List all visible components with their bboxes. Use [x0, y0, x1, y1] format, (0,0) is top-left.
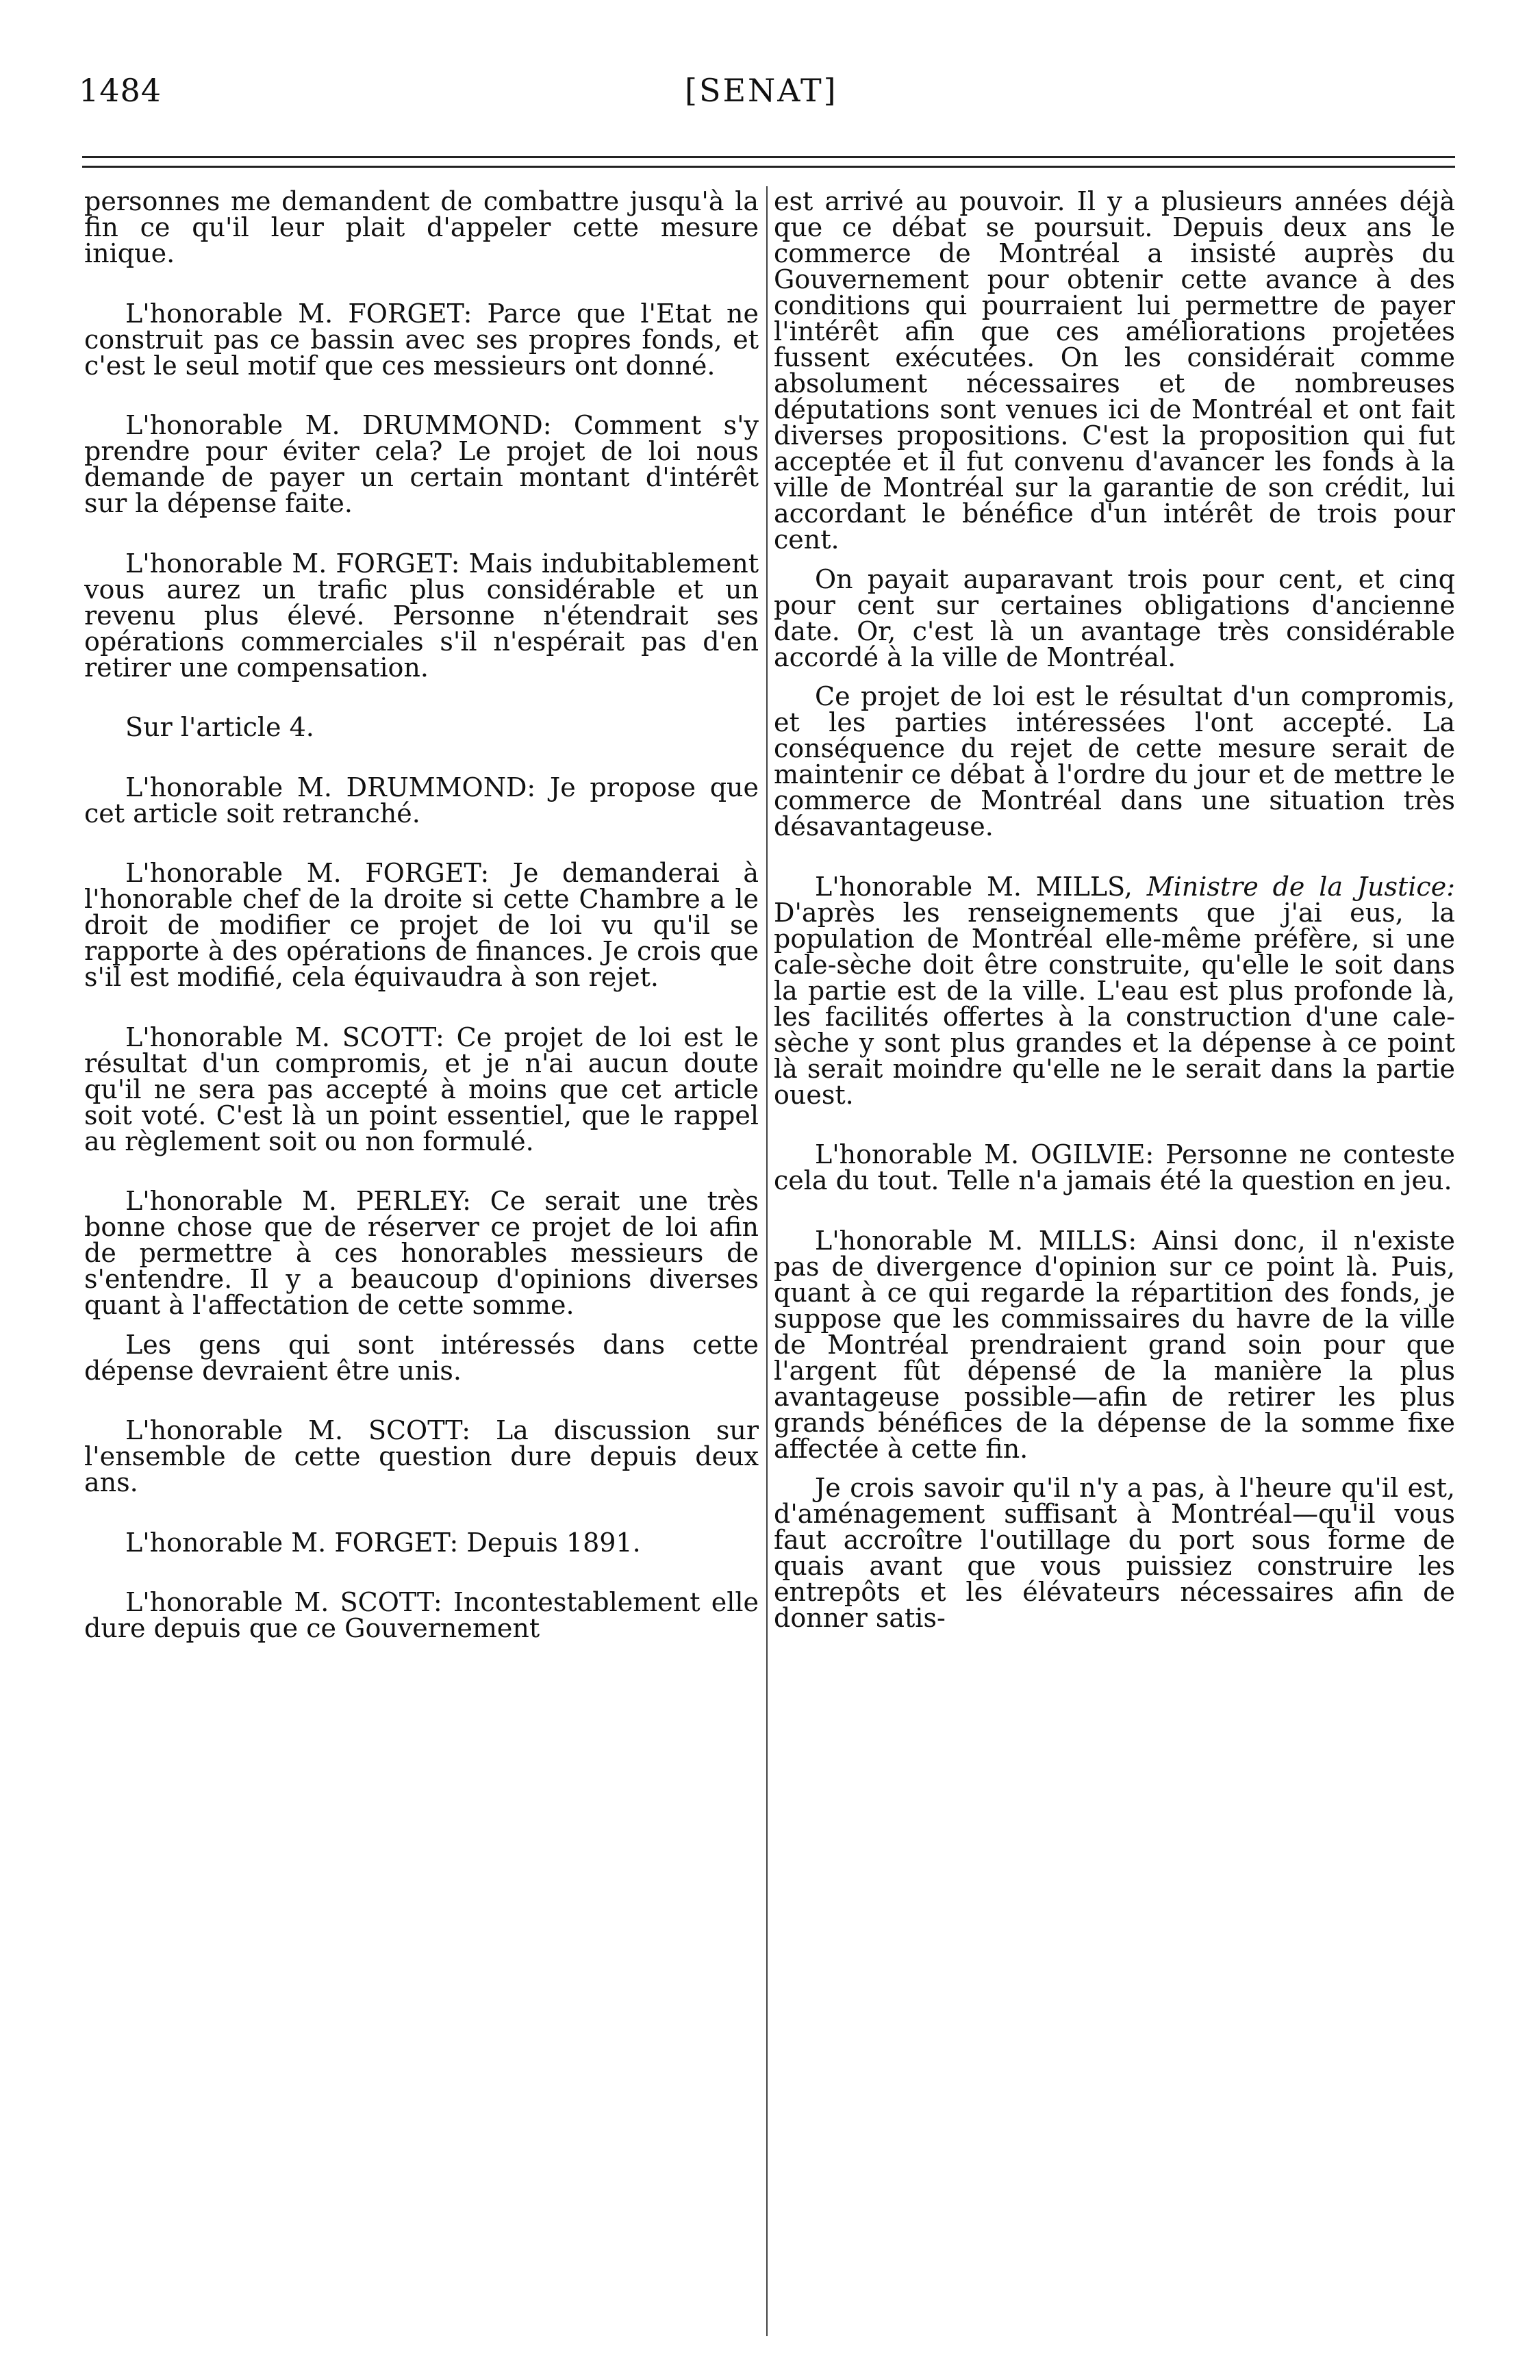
page-header	[79, 72, 1455, 120]
paragraph: Les gens qui sont intéressés dans cette dépense devraient être unis.	[84, 1329, 759, 1386]
column-divider	[766, 186, 768, 2336]
spacer	[774, 1207, 1455, 1228]
running-head: [SENAT]	[685, 72, 838, 109]
paragraph: L'honorable M. FORGET: Depuis 1891.	[125, 1527, 641, 1558]
spacer	[84, 392, 759, 412]
spacer	[84, 694, 759, 714]
left-column	[84, 188, 759, 2338]
speaker-name: L'honorable M. MILLS,	[815, 871, 1133, 902]
paragraph: L'honorable M. FORGET: Parce que l'Etat ne construit pas ce bassin avec ses propres fonds, et c'est le seul motif que ces messieurs ont donné.	[84, 298, 759, 381]
paragraph: L'honorable M. FORGET: Mais indubitablement vous aurez un trafic plus considérable et un revenu plus élevé. Personne n'étendrait ses opérations commerciales s'il n'espérait pas d'en retirer une compensation.	[84, 548, 759, 683]
paragraph: personnes me demandent de combattre jusqu'à la fin ce qu'il leur plait d'appeler cette mesure inique.	[84, 188, 759, 268]
right-column	[774, 188, 1455, 2338]
speaker-title: Ministre de la Justice:	[1146, 871, 1455, 902]
header-rule-top	[82, 156, 1455, 158]
paragraph: L'honorable M. PERLEY: Ce serait une très bonne chose que de réserver ce projet de loi afin de permettre à ces honorables messieurs de s'entendre. Il y a beaucoup d'opinions diverses quant à l'affectation de cette somme.	[84, 1186, 759, 1320]
spacer	[84, 1167, 759, 1188]
paragraph: L'honorable M. DRUMMOND: Je propose que cet article soit retranché.	[84, 772, 759, 828]
paragraph: L'honorable M. OGILVIE: Personne ne conteste cela du tout. Telle n'a jamais été la question en jeu.	[774, 1139, 1455, 1195]
paragraph: L'honorable M. FORGET: Je demanderai à l'honorable chef de la droite si cette Chambre a le droit de modifier ce projet de loi vu qu'il se rapporte à des opérations de finances. Je crois que s'il est modifié, cela équivaudra à son rejet.	[84, 858, 759, 992]
spacer	[84, 1569, 759, 1589]
paragraph: L'honorable M. SCOTT: La discussion sur l'ensemble de cette question dure depuis deux ans.	[84, 1415, 759, 1497]
paragraph: Je crois savoir qu'il n'y a pas, à l'heure qu'il est, d'aménagement suffisant à Montréal—qu'il vous faut accroître l'outillage du port sous forme de quais avant que vous puissiez construire les entrepôts et les élévateurs nécessaires afin de donner satis-	[774, 1473, 1455, 1633]
paragraph: Ce projet de loi est le résultat d'un compromis, et les parties intéressées l'ont accepté. La conséquence du rejet de cette mesure serait de maintenir ce débat à l'ordre du jour et de mettre le commerce de Montréal dans une situation très désavantageuse.	[774, 681, 1455, 841]
section-heading: Sur l'article 4.	[125, 712, 314, 742]
paragraph: L'honorable M. SCOTT: Incontestablement elle dure depuis que ce Gouvernement	[84, 1587, 759, 1643]
header-rule-bottom	[82, 166, 1455, 168]
spacer	[774, 1121, 1455, 1141]
paragraph: est arrivé au pouvoir. Il y a plusieurs années déjà que ce débat se poursuit. Depuis deux ans le commerce de Montréal a insisté auprès du Gouvernement pour obtenir cette avance à des conditions qui pourraient lui permettre de payer l'intérêt afin que ces améliorations projetées fussent exécutées. On les considérait comme absolument nécessaires et de nombreuses députations sont venues ici de Montréal et ont fait diverses propositions. C'est la proposition qui fut acceptée et il fut convenu d'avancer les fonds à la ville de Montréal sur la garantie de son crédit, lui accordant le bénéfice d'un intérêt de trois pour cent.	[774, 188, 1455, 555]
spacer	[84, 1397, 759, 1417]
spacer	[774, 853, 1455, 874]
spacer	[84, 839, 759, 860]
paragraph	[774, 871, 1455, 1110]
spacer	[84, 530, 759, 550]
page-number: 1484	[79, 72, 162, 109]
paragraph: L'honorable M. SCOTT: Ce projet de loi est le résultat d'un compromis, et je n'ai aucun doute qu'il ne sera pas accepté à moins que cet article soit voté. C'est là un point essentiel, que le rappel au règlement soit ou non formulé.	[84, 1022, 759, 1156]
paragraph: L'honorable M. MILLS: Ainsi donc, il n'existe pas de divergence d'opinion sur ce point là. Puis, quant à ce qui regarde la répartition des fonds, je suppose que les commissaires du havre de la ville de Montréal prendraient grand soin pour que l'argent fût dépensé de la manière la plus avantageuse possible—afin de retirer les plus grands bénéfices de la dépense de la somme fixe affectée à cette fin.	[774, 1225, 1455, 1464]
spacer	[84, 280, 759, 301]
spacer	[84, 1509, 759, 1530]
paragraph: L'honorable M. DRUMMOND: Comment s'y prendre pour éviter cela? Le projet de loi nous demande de payer un certain montant d'intérêt sur la dépense faite.	[84, 410, 759, 518]
paragraph: On payait auparavant trois pour cent, et cinq pour cent sur certaines obligations d'ancienne date. Or, c'est là un avantage très considérable accordé à la ville de Montréal.	[774, 564, 1455, 672]
spacer	[84, 754, 759, 774]
paragraph-text: D'après les renseignements que j'ai eus, la population de Montréal elle-même préfère, si une cale-sèche doit être construite, qu'elle le soit dans la partie est de la ville. L'eau est plus profonde là, les facilités offertes à la construction d'une cale-sèche y sont plus grandes et la dépense à ce point là serait moindre qu'elle ne le serait dans la partie ouest.	[774, 897, 1455, 1110]
spacer	[84, 1004, 759, 1024]
